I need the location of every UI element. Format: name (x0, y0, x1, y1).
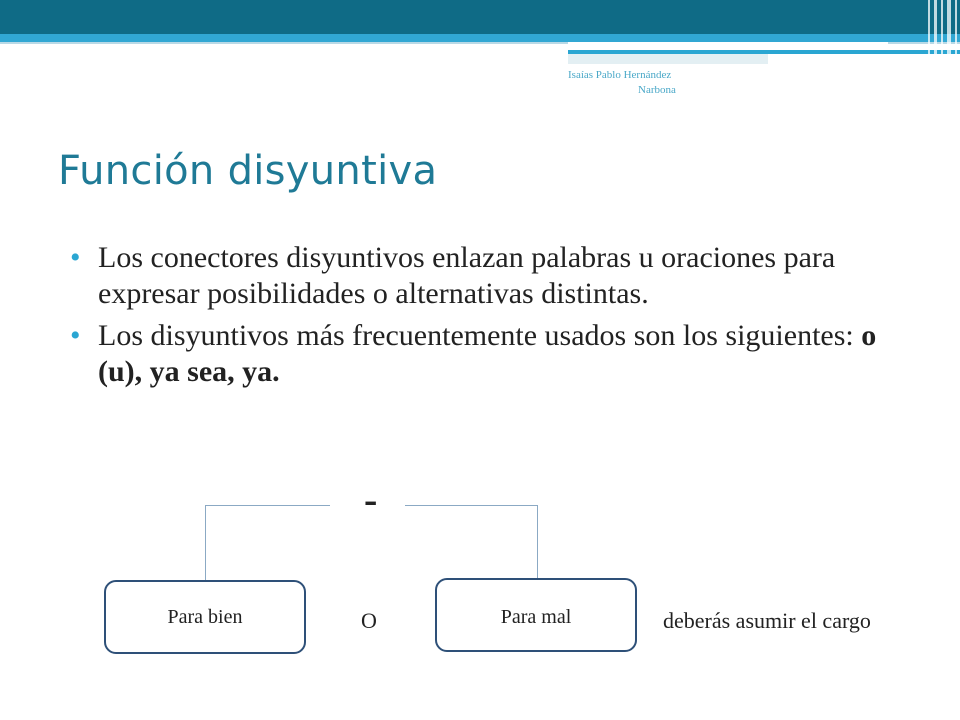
bullet-item-2 (70, 318, 900, 390)
connector-line (537, 505, 538, 580)
header-band (0, 0, 960, 34)
bullet-bold-1: o (u) (98, 319, 877, 388)
connector-line (405, 505, 538, 506)
bullet-icon: • (70, 241, 81, 274)
author-line-2: Narbona (638, 84, 676, 96)
bullet-icon: • (70, 319, 81, 352)
bullet-item-1 (70, 240, 900, 312)
connector-word: O (361, 608, 377, 633)
bullet-separator: , (134, 355, 150, 388)
bullet-text-1: Los conectores disyuntivos enlazan palabras u oraciones para expresar posibilidades o alternativas distintas. (98, 241, 836, 310)
bullet-bold-2: ya sea, ya. (149, 355, 280, 388)
header-accent-band (0, 34, 960, 42)
node-label: Para bien (167, 606, 243, 628)
slide-title: Función disyuntiva (58, 148, 438, 194)
connector-line (205, 505, 330, 506)
node-label: Para mal (500, 606, 572, 628)
author-credit (568, 68, 708, 98)
header-vertical-stripes (922, 0, 960, 66)
node-para-mal (435, 578, 637, 652)
diagram-top-label: - (364, 477, 378, 522)
bullet-text-2: Los disyuntivos más frecuentemente usados son los siguientes: (98, 319, 862, 352)
node-para-bien (104, 580, 306, 654)
trailing-text: deberás asumir el cargo (663, 608, 871, 633)
bullet-list (70, 240, 900, 396)
connector-line (205, 505, 206, 580)
header-grey-strip (568, 54, 768, 64)
header-white-strip (568, 42, 888, 50)
author-line-1: Isaías Pablo Hernández (568, 69, 672, 81)
